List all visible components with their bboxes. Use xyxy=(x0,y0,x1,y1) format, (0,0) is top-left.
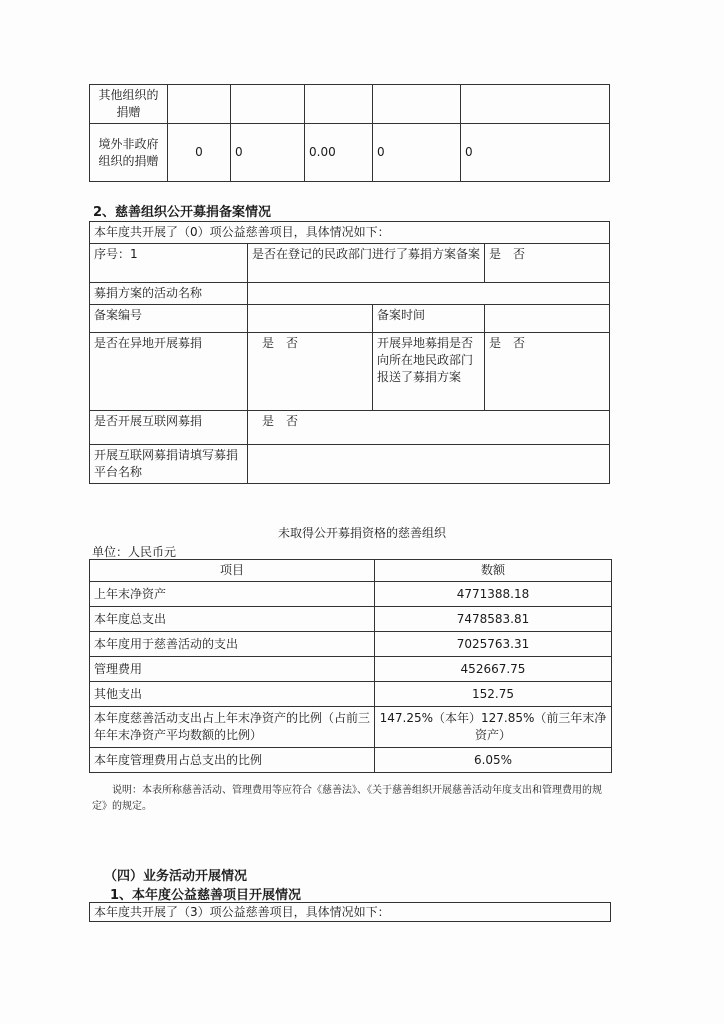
seq-no: 序号：1 xyxy=(90,244,248,283)
table-cell xyxy=(168,85,231,124)
table-cell xyxy=(461,85,610,124)
table-row xyxy=(90,85,610,124)
section3-title: 未取得公开募捐资格的慈善组织 xyxy=(277,526,446,540)
expense-table xyxy=(89,559,612,773)
table-note: 说明：本表所称慈善活动、管理费用等应符合《慈善法》、《关于慈善组织开展慈善活动年度支出和管理费用的规定》的规定。 xyxy=(92,785,602,812)
table-cell xyxy=(373,85,461,124)
item-label: 本年度用于慈善活动的支出 xyxy=(90,632,375,657)
table-cell xyxy=(231,85,305,124)
table-row xyxy=(90,682,612,707)
offsite-label: 是否在异地开展募捐 xyxy=(90,333,248,411)
item-label: 本年度总支出 xyxy=(90,607,375,632)
record-no-value xyxy=(248,305,373,333)
item-value: 147.25%（本年）127.85%（前三年末净资产） xyxy=(375,707,612,748)
table-row xyxy=(90,632,612,657)
table-row xyxy=(90,707,612,748)
section2-title: 2、慈善组织公开募捐备案情况 xyxy=(93,205,272,220)
table-cell: 0 xyxy=(461,124,610,182)
item-value: 152.75 xyxy=(375,682,612,707)
fundraising-record-table xyxy=(89,221,610,484)
section4-intro: 本年度共开展了（3）项公益慈善项目，具体情况如下： xyxy=(89,902,611,922)
section4-subtitle: 1、本年度公益慈善项目开展情况 xyxy=(110,888,302,903)
item-label: 本年度慈善活动支出占上年末净资产的比例（占前三年年末净资产平均数额的比例） xyxy=(90,707,375,748)
item-value: 6.05% xyxy=(375,748,612,773)
item-label: 本年度管理费用占总支出的比例 xyxy=(90,748,375,773)
activity-name-label: 募捐方案的活动名称 xyxy=(90,283,248,305)
item-value: 7025763.31 xyxy=(375,632,612,657)
table-cell: 0 xyxy=(168,124,231,182)
offsite-report-label: 开展异地募捐是否向所在地民政部门报送了募捐方案 xyxy=(373,333,485,411)
item-label: 上年末净资产 xyxy=(90,582,375,607)
table-row xyxy=(90,748,612,773)
column-header-item: 项目 xyxy=(90,560,375,582)
yes-no-option: 是 否 xyxy=(485,244,610,283)
section2-intro: 本年度共开展了（0）项公益慈善项目，具体情况如下： xyxy=(90,222,610,244)
record-time-value xyxy=(485,305,610,333)
table-cell: 0 xyxy=(231,124,305,182)
item-label: 管理费用 xyxy=(90,657,375,682)
activity-name-value xyxy=(248,283,610,305)
item-label: 其他支出 xyxy=(90,682,375,707)
platform-value xyxy=(248,445,610,484)
donation-table xyxy=(89,84,610,182)
record-time-label: 备案时间 xyxy=(373,305,485,333)
item-value: 7478583.81 xyxy=(375,607,612,632)
table-row xyxy=(90,657,612,682)
table-row xyxy=(90,124,610,182)
table-row xyxy=(90,582,612,607)
table-cell: 0 xyxy=(373,124,461,182)
table-row xyxy=(90,607,612,632)
row-label: 境外非政府组织的捐赠 xyxy=(90,124,168,182)
column-header-amount: 数额 xyxy=(375,560,612,582)
row-label: 其他组织的捐赠 xyxy=(90,85,168,124)
internet-label: 是否开展互联网募捐 xyxy=(90,411,248,445)
table-cell xyxy=(305,85,373,124)
yes-no-option: 是 否 xyxy=(248,411,610,445)
unit-label: 单位：人民币元 xyxy=(92,545,177,559)
platform-label: 开展互联网募捐请填写募捐平台名称 xyxy=(90,445,248,484)
section4-title: （四）业务活动开展情况 xyxy=(104,869,248,884)
yes-no-option: 是 否 xyxy=(248,333,373,411)
item-value: 4771388.18 xyxy=(375,582,612,607)
item-value: 452667.75 xyxy=(375,657,612,682)
record-no-label: 备案编号 xyxy=(90,305,248,333)
registered-question: 是否在登记的民政部门进行了募捐方案备案 xyxy=(248,244,485,283)
yes-no-option: 是 否 xyxy=(485,333,610,411)
table-cell: 0.00 xyxy=(305,124,373,182)
